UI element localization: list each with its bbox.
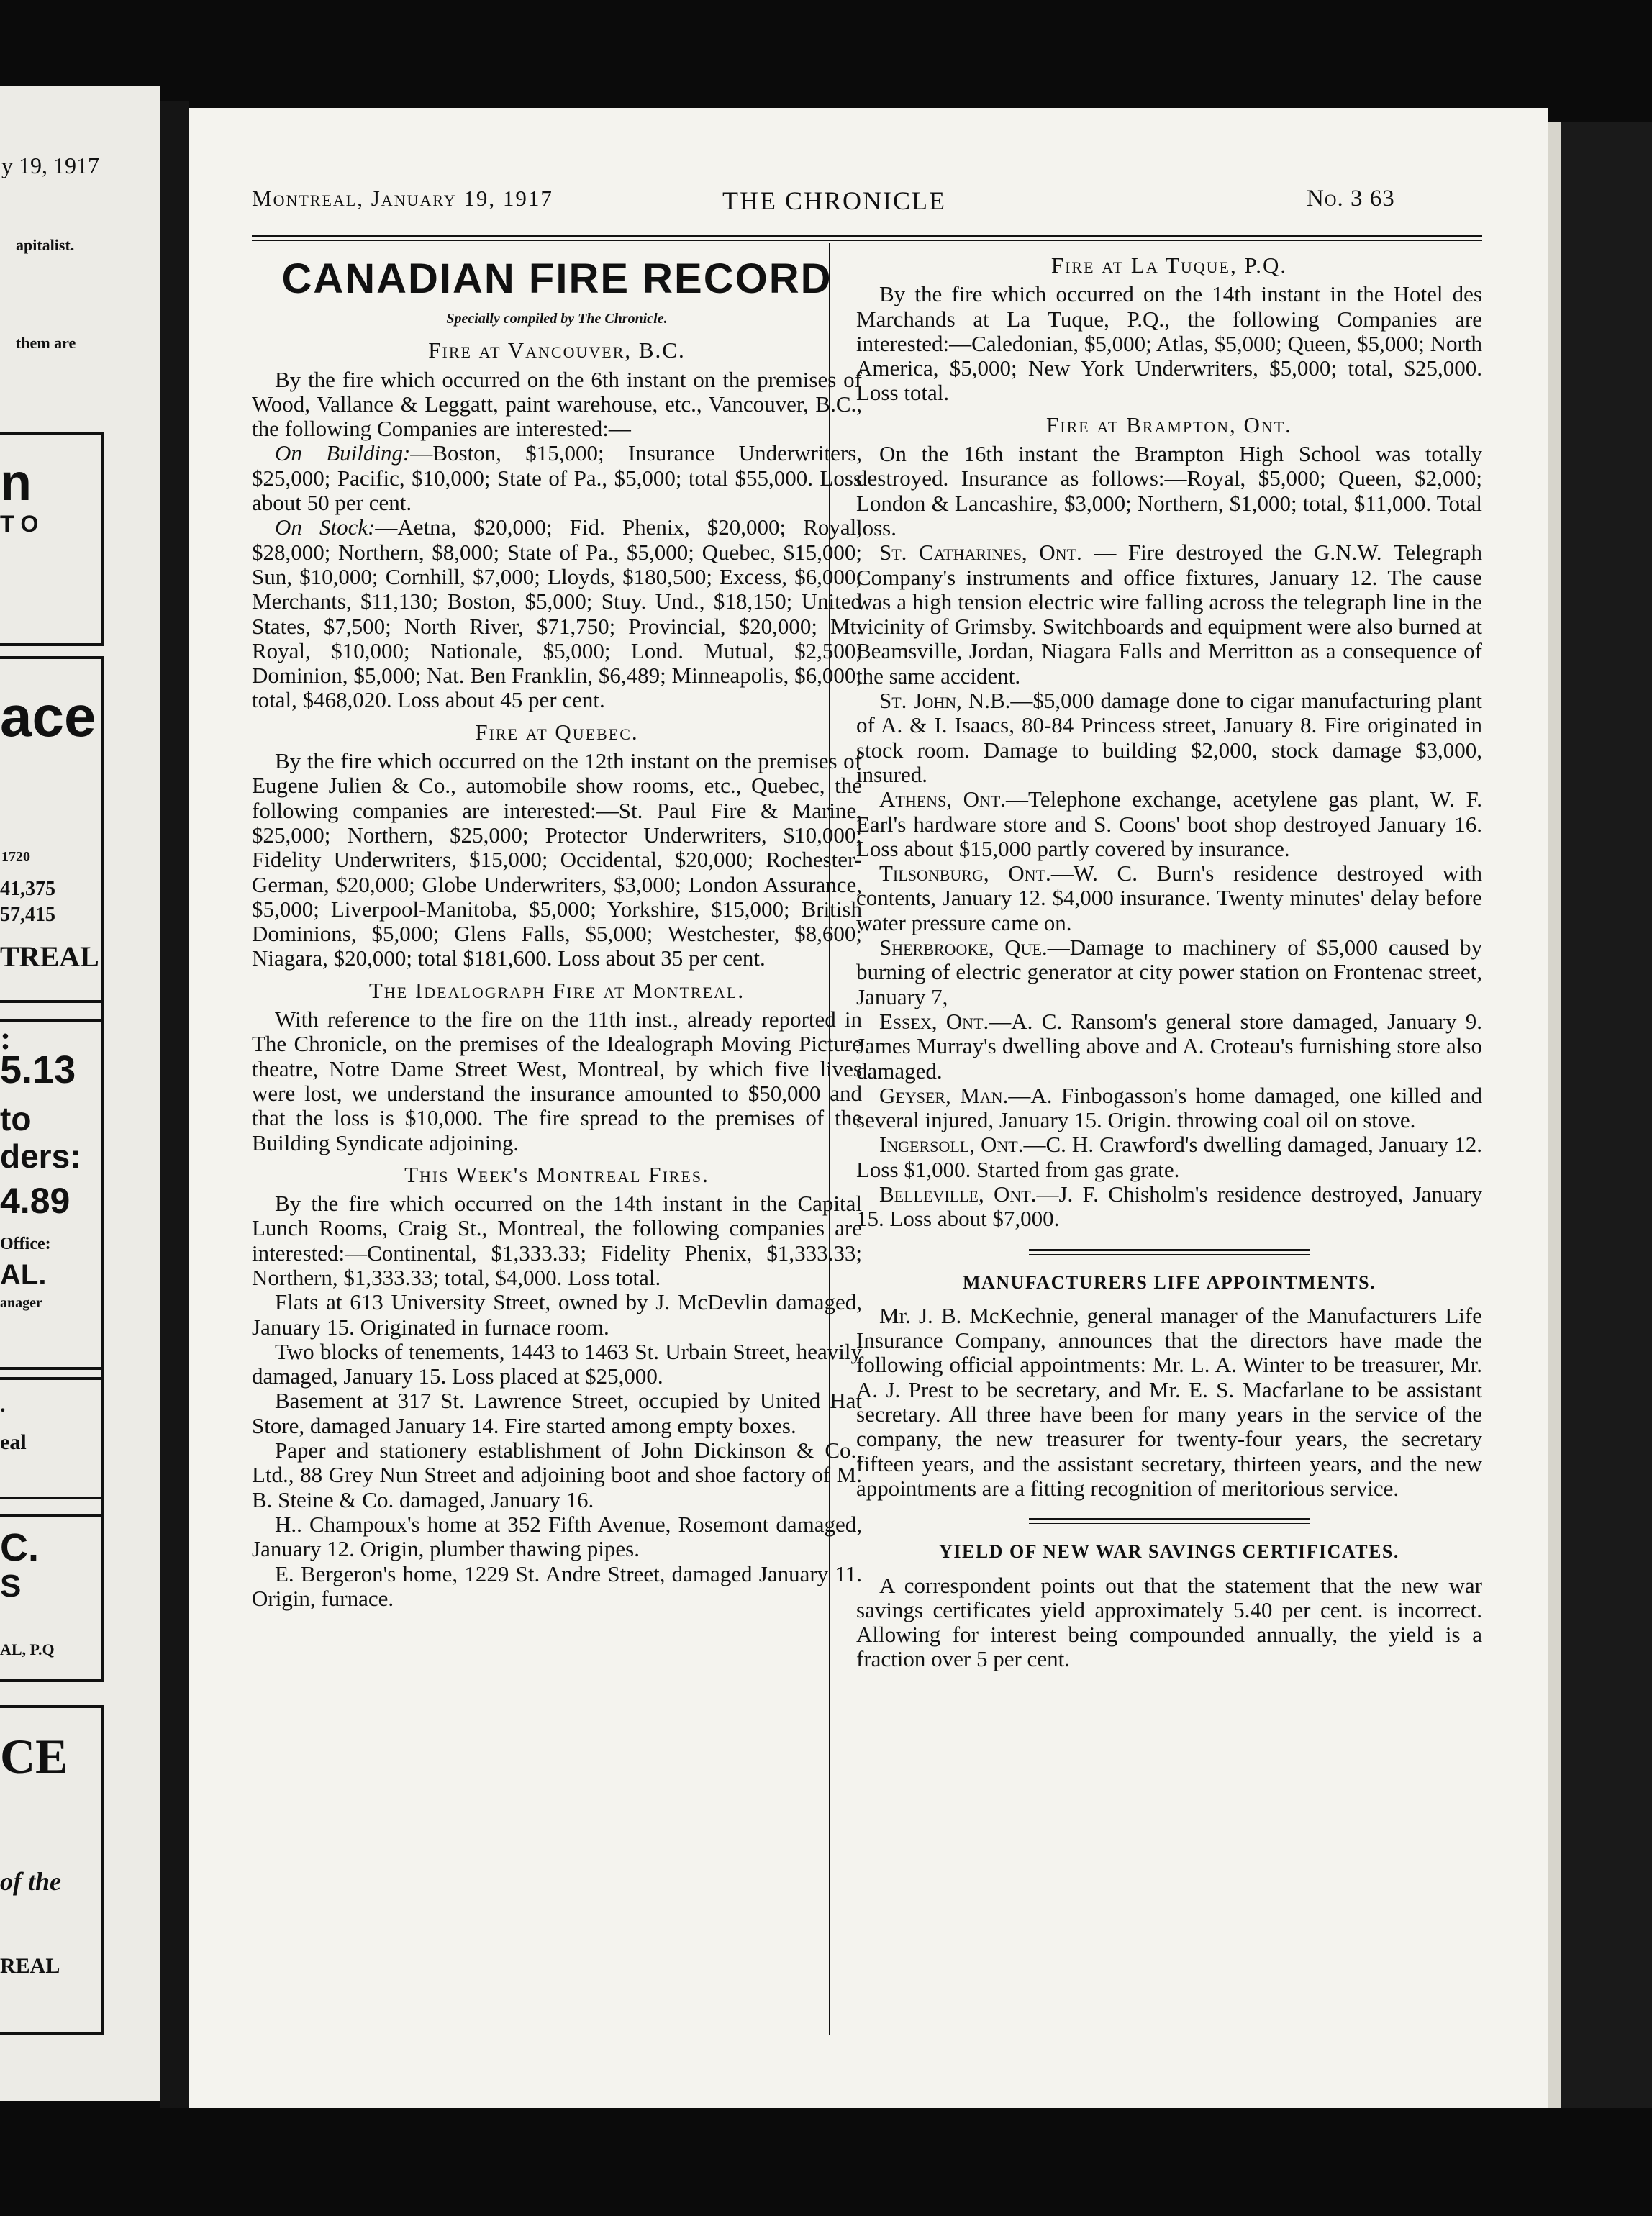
left-page-text: 57,415 xyxy=(0,904,55,926)
left-page-text: AL. xyxy=(0,1259,47,1291)
fire-item-place: Sherbrooke, Que. xyxy=(879,935,1048,961)
fire-item-text: —$5,000 damage done to cigar manufacturing plant of A. & I. Isaacs, 80-84 Princess street, January 8. Fire originated in stock room. Damage to building $2,000, stock damage $3,000, insured. xyxy=(856,688,1482,787)
left-page-text: of the xyxy=(0,1867,61,1896)
fire-item-place: Athens, Ont. xyxy=(879,786,1007,812)
right-column xyxy=(856,250,1482,1672)
section-separator xyxy=(1029,1518,1310,1524)
paragraph: Mr. J. B. McKechnie, general manager of the Manufacturers Life Insurance Company, announces that the directors have made the following official appointments: Mr. L. A. Winter to be treasurer, Mr. A. J. Prest to be secretary, and Mr. E. S. Macfarlane to be assistant secretary. All three have been for many years in the service of the company, the new treasurer for twenty-four years, the secretary fifteen years, and the assistant secretary, thirteen years, and the new appointments are a fitting recognition of meritorious service. xyxy=(856,1302,1482,1501)
inline-label: On Stock: xyxy=(275,514,376,540)
header-date: Montreal, January 19, 1917 xyxy=(252,186,553,211)
fire-item-text: —A. Finbogasson's home damaged, one killed and several injured, January 15. Origin. throwing coal oil on stove. xyxy=(856,1082,1483,1133)
left-page-text: 5.13 xyxy=(0,1048,76,1091)
left-page-date: y 19, 1917 xyxy=(1,153,99,178)
header-rule xyxy=(252,235,1482,237)
left-page-text: CE xyxy=(0,1729,68,1784)
fire-item xyxy=(856,540,1482,689)
left-page-text: n xyxy=(0,454,32,512)
section-separator xyxy=(1029,1249,1310,1255)
paragraph: By the fire which occurred on the 14th instant in the Hotel des Marchands at La Tuque, P.Q., the following Companies are interested:—Caledonian, $5,000; Atlas, $5,000; Queen, $5,000; North America, $5,000; New York Underwriters, $5,000; total, $25,000. Loss total. xyxy=(856,281,1482,406)
fire-item xyxy=(856,1132,1482,1182)
fire-item-text: —Damage to machinery of $5,000 caused by burning of electric generator at city power station on Frontenac street, January 7, xyxy=(856,935,1482,1009)
newspaper-page xyxy=(189,108,1548,2108)
inline-text: —Boston, $15,000; Insurance Underwriters, $25,000; Pacific, $10,000; State of Pa., $5,000; total $55,000. Loss about 50 per cent. xyxy=(252,440,862,516)
left-page-text: 41,375 xyxy=(0,878,55,900)
fire-item-text: — Fire destroyed the G.N.W. Telegraph Company's instruments and office fixtures, January 12. The cause was a high tension electric wire falling across the telegraph line in the vicinity of Grimsby. Switchboards and equipment were also burned at Beamsville, Jordan, Niagara Falls and Merritton as a consequence of the same accident. xyxy=(856,540,1482,689)
paragraph: H.. Champoux's home at 352 Fifth Avenue, Rosemont damaged, January 12. Origin, plumber thawing pipes. xyxy=(252,1511,862,1562)
left-page-text: apitalist. xyxy=(16,236,75,254)
paragraph: By the fire which occurred on the 12th instant on the premises of Eugene Julien & Co., automobile show rooms, etc., Quebec, the following companies are interested:—St. Paul Fire & Marine, $25,000; Northern, $25,000; Protector Underwriters, $10,000; Fidelity Underwriters, $15,000; Occidental, $20,000; Rochester-German, $20,000; Globe Underwriters, $3,000; London Assurance, $5,000; Liverpool-Manitoba, $5,000; Yorkshire, $15,000; British Dominions, $5,000; Glens Falls, $5,000; Westchester, $8,600; Niagara, $20,000; total $181,600. Loss about 35 per cent. xyxy=(252,748,862,971)
header-page-number: No. 3 63 xyxy=(1307,186,1395,212)
header-publication: THE CHRONICLE xyxy=(722,186,946,215)
article-title: CANADIAN FIRE RECORD xyxy=(281,255,832,302)
page-gutter xyxy=(160,101,189,2108)
inline-label: On Building: xyxy=(275,440,411,466)
paragraph: Two blocks of tenements, 1443 to 1463 St. Urbain Street, heavily damaged, January 15. Loss placed at $25,000. xyxy=(252,1338,862,1389)
left-page-text: them are xyxy=(16,334,76,352)
section-heading: Fire at Brampton, Ont. xyxy=(1046,412,1292,437)
left-page-text: S xyxy=(0,1568,22,1604)
inline-text: —Aetna, $20,000; Fid. Phenix, $20,000; Royal, $28,000; Northern, $8,000; State of Pa., $5,000; Quebec, $15,000; Sun, $10,000; Cornhill, $7,000; Lloyds, $180,500; Excess, $6,000; Merchants, $11,130; Boston, $5,000; Stuy. Und., $18,150; United States, $7,500; North River, $71,750; Provincial, $20,000; Mt. Royal, $10,000; Nationale, $5,000; Lond. Mutual, $2,500; Dominion, $5,000; Nat. Ben Franklin, $6,489; Minneapolis, $6,000; total, $468,020. Loss about 45 per cent. xyxy=(252,514,863,713)
left-page-text: ders: xyxy=(0,1137,81,1175)
paragraph xyxy=(252,515,862,712)
paragraph: A correspondent points out that the statement that the new war savings certificates yield approximately 5.40 per cent. is incorrect. Allowing for interest being compounded annually, the yield is a fraction over 5 per cent. xyxy=(856,1572,1482,1672)
paragraph: By the fire which occurred on the 6th instant on the premises of Wood, Vallance & Leggatt, paint warehouse, etc., Vancouver, B.C., the following Companies are interested:— xyxy=(252,366,862,442)
left-page-strip xyxy=(0,86,160,2101)
fire-item-place: Tilsonburg, Ont. xyxy=(879,860,1051,886)
paragraph: Paper and stationery establishment of John Dickinson & Co., Ltd., 88 Grey Nun Street and adjoining boot and shoe factory of M. B. Steine & Co. damaged, January 16. xyxy=(252,1438,862,1512)
left-page-text: 1720 xyxy=(1,849,30,865)
paragraph: By the fire which occurred on the 14th instant in the Capital Lunch Rooms, Craig St., Montreal, the following companies are interested:—Continental, $1,333.33; Fidelity Phenix, $1,333.33; Northern, $1,333.33; total, $4,000. Loss total. xyxy=(252,1191,862,1290)
left-column xyxy=(252,250,862,1611)
fire-item xyxy=(856,1084,1482,1133)
article-byline: Specially compiled by The Chronicle. xyxy=(446,311,668,327)
fire-item xyxy=(856,935,1482,1009)
left-page-text: . xyxy=(0,1393,6,1417)
left-page-text: Office: xyxy=(0,1235,51,1253)
paragraph: E. Bergeron's home, 1229 St. Andre Street, damaged January 11. Origin, furnace. xyxy=(252,1561,862,1611)
fire-item-place: St. Catharines, Ont. xyxy=(879,540,1082,566)
left-page-text: T O xyxy=(0,511,39,537)
left-page-text: TREAL xyxy=(0,940,99,973)
fire-item xyxy=(856,1182,1482,1232)
section-heading: The Idealograph Fire at Montreal. xyxy=(368,977,745,1003)
left-page-text: : xyxy=(0,1020,12,1056)
left-page-text: eal xyxy=(0,1430,27,1454)
paragraph: Basement at 317 St. Lawrence Street, occupied by United Hat Store, damaged January 14. Fire started among empty boxes. xyxy=(252,1388,862,1438)
fire-item-text: —W. C. Burn's residence destroyed with contents, January 12. $4,000 insurance. Twenty minutes' delay before water pressure came on. xyxy=(856,860,1482,935)
fire-item-text: —A. C. Ransom's general store damaged, January 9. James Murray's dwelling above and A. Croteau's furnishing store also damaged. xyxy=(856,1008,1482,1084)
left-page-text: C. xyxy=(0,1526,39,1569)
page-edge-paper xyxy=(1548,122,1561,2108)
section-heading: Fire at La Tuque, P.Q. xyxy=(1050,253,1288,278)
fire-item-place: Essex, Ont. xyxy=(879,1008,989,1034)
left-page-text: anager xyxy=(0,1295,42,1311)
paragraph: Flats at 613 University Street, owned by J. McDevlin damaged, January 15. Originated in furnace room. xyxy=(252,1289,862,1340)
fire-item-place: Ingersoll, Ont. xyxy=(879,1132,1024,1158)
fire-item xyxy=(856,787,1482,861)
header-rule xyxy=(252,240,1482,241)
left-page-text: 4.89 xyxy=(0,1181,71,1221)
fire-item xyxy=(856,1009,1482,1084)
section-heading: MANUFACTURERS LIFE APPOINTMENTS. xyxy=(962,1271,1376,1293)
left-page-text: AL, P.Q xyxy=(0,1640,55,1658)
paragraph xyxy=(252,441,862,515)
fire-item-text: —J. F. Chisholm's residence destroyed, January 15. Loss about $7,000. xyxy=(856,1181,1482,1232)
fire-item xyxy=(856,689,1482,787)
fire-item xyxy=(856,861,1482,935)
fire-item-place: St. John, N.B. xyxy=(879,688,1011,714)
section-heading: Fire at Vancouver, B.C. xyxy=(428,337,686,363)
page-edge xyxy=(1548,122,1652,2108)
fire-item-text: —Telephone exchange, acetylene gas plant, W. F. Earl's hardware store and S. Coons' boot shop destroyed January 16. Loss about $15,000 partly covered by insurance. xyxy=(856,786,1482,861)
section-heading: YIELD OF NEW WAR SAVINGS CERTIFICATES. xyxy=(939,1541,1399,1563)
fire-item-text: —C. H. Crawford's dwelling damaged, January 12. Loss $1,000. Started from gas grate. xyxy=(856,1132,1482,1182)
section-heading: This Week's Montreal Fires. xyxy=(404,1161,709,1187)
left-page-text: REAL xyxy=(0,1954,60,1978)
fire-item-place: Belleville, Ont. xyxy=(879,1181,1037,1207)
fire-item-place: Geyser, Man. xyxy=(879,1082,1009,1108)
paragraph: With reference to the fire on the 11th inst., already reported in The Chronicle, on the premises of the Idealograph Moving Picture theatre, Notre Dame Street West, Montreal, by which five lives were lost, we understand the insurance amounted to $50,000 and that the loss is $10,000. The fire spread to the premises of the Building Syndicate adjoining. xyxy=(252,1007,862,1155)
left-page-text: to xyxy=(0,1100,32,1137)
paragraph: On the 16th instant the Brampton High School was totally destroyed. Insurance as follows:—Royal, $5,000; Queen, $2,000; London & Lancashire, $3,000; Northern, $1,000; total, $11,000. Total loss. xyxy=(856,441,1482,540)
section-heading: Fire at Quebec. xyxy=(475,719,639,745)
left-page-text: ace xyxy=(0,684,96,748)
